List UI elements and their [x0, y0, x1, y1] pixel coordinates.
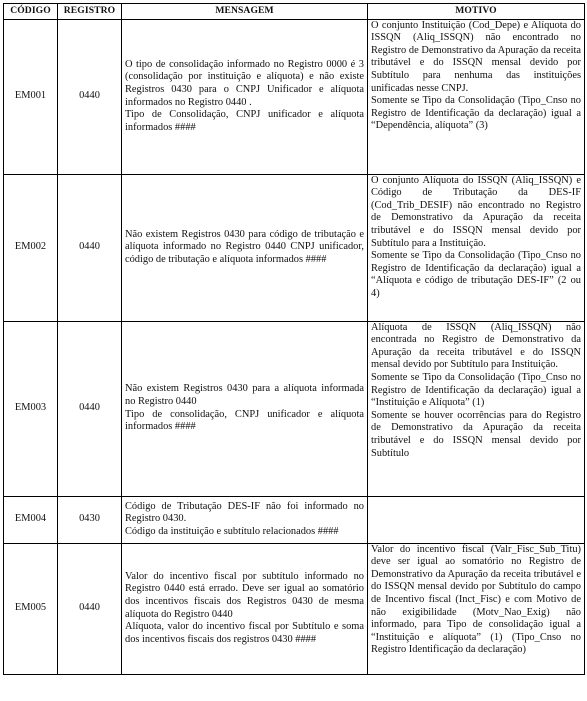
table-row [4, 321, 585, 496]
cell-registro: 0440 [58, 174, 122, 321]
cell-motivo [368, 174, 585, 321]
header-registro: REGISTRO [58, 4, 122, 20]
mensagem-paragraph: Tipo de consolidação, CNPJ unificador e alíquota informados #### [125, 408, 364, 433]
table-row [4, 174, 585, 321]
error-codes-document [3, 3, 584, 675]
cell-mensagem [122, 496, 368, 543]
mensagem-paragraph: Não existem Registros 0430 para a alíquota informada no Registro 0440 [125, 383, 364, 407]
error-codes-table [3, 3, 585, 675]
cell-motivo-empty [368, 496, 585, 543]
cell-mensagem [122, 321, 368, 496]
cell-mensagem [122, 543, 368, 674]
motivo-paragraph: Valor do incentivo fiscal (Valr_Fisc_Sub_Titu) deve ser igual ao somatório no Registro de Demonstrativo da Apuração da receita tributável e do ISSQN mensal devido por Subtítulo do campo de Incentivo fiscal (Inct_Fisc) e com Motivo de não exigibilidade (Motv_Nao_Exig) não informado, para Tipo de consolidação igual a “Instituição e alíquota” (1) (Tipo_Cnso no Registro Identificação da declaração) [371, 543, 581, 656]
cell-code: EM001 [4, 19, 58, 174]
cell-mensagem [122, 174, 368, 321]
motivo-paragraph: Somente se Tipo da Consolidação (Tipo_Cnso no Registro de Identificação da declaração) igual a “Dependência, alíquota” (3) [371, 95, 581, 132]
cell-code: EM002 [4, 174, 58, 321]
motivo-paragraph: O conjunto Instituição (Cod_Depe) e Alíquota do ISSQN (Aliq_ISSQN) não encontrado no Registro de Demonstrativo da Apuração da receita tributável e do ISSQN mensal devido por Subtítulo para nenhuma das instituições unificadas nesse CNPJ. [371, 19, 581, 94]
mensagem-paragraph: Tipo de Consolidação, CNPJ unificador e alíquota informados #### [125, 109, 364, 133]
motivo-paragraph: Somente se houver ocorrências para do Registro de Demonstrativo da Apuração da receita tributável e do ISSQN mensal devido por Subtítulo [371, 409, 581, 459]
table-row [4, 496, 585, 543]
cell-registro: 0440 [58, 19, 122, 174]
mensagem-paragraph: Valor do incentivo fiscal por subtítulo informado no Registro 0440 está errado. Deve ser igual ao somatório dos incentivos fiscais dos Registros 0430 de mesma alíquota do Registro 0440 [125, 570, 364, 620]
header-mensagem: MENSAGEM [122, 4, 368, 20]
header-motivo: MOTIVO [368, 4, 585, 20]
table-header-row [4, 4, 585, 20]
motivo-paragraph: Somente se Tipo da Consolidação (Tipo_Cnso no Registro de Identificação da declaração) igual a “Alíquota e código de tributação DES-IF” (2 ou 4) [371, 250, 581, 299]
motivo-paragraph: Alíquota de ISSQN (Aliq_ISSQN) não encontrada no Registro de Demonstrativo da Apuração da receita tributável e do ISSQN mensal devido por Subtítulo para Instituição. [371, 321, 581, 371]
cell-code: EM003 [4, 321, 58, 496]
cell-motivo [368, 321, 585, 496]
cell-code: EM005 [4, 543, 58, 674]
cell-registro: 0430 [58, 496, 122, 543]
mensagem-paragraph: Alíquota, valor do incentivo fiscal por Subtítulo e soma dos incentivos fiscais dos registros 0430 #### [125, 621, 364, 645]
cell-code: EM004 [4, 496, 58, 543]
table-row [4, 19, 585, 174]
cell-motivo [368, 19, 585, 174]
cell-registro: 0440 [58, 321, 122, 496]
cell-registro: 0440 [58, 543, 122, 674]
mensagem-paragraph: Código da instituição e subtítulo relacionados #### [125, 525, 339, 537]
header-codigo: CÓDIGO [4, 4, 58, 20]
mensagem-paragraph: Código de Tributação DES-IF não foi informado no Registro 0430. [125, 500, 364, 525]
mensagem-paragraph: Não existem Registros 0430 para código de tributação e alíquota informado no Registro 0440 CNPJ unificador, código de tributação e alíquota informados #### [125, 228, 364, 265]
mensagem-paragraph: O tipo de consolidação informado no Registro 0000 é 3 (consolidação por instituição e alíquota) e não existe Registros 0430 para o CNPJ Unificador e alíquota informados no Registro 0440 . [125, 58, 364, 108]
cell-motivo [368, 543, 585, 674]
table-row [4, 543, 585, 674]
motivo-paragraph: Somente se Tipo da Consolidação (Tipo_Cnso no Registro de Identificação da declaração) igual a “Instituição e Alíquota” (1) [371, 371, 581, 409]
cell-mensagem [122, 19, 368, 174]
motivo-paragraph: O conjunto Alíquota do ISSQN (Aliq_ISSQN) e Código de Tributação da DES-IF (Cod_Trib_DESIF) não encontrado no Registro de Demonstrativo da Apuração da receita tributável e do ISSQN mensal devido por Subtítulo para a Instituição. [371, 174, 581, 249]
